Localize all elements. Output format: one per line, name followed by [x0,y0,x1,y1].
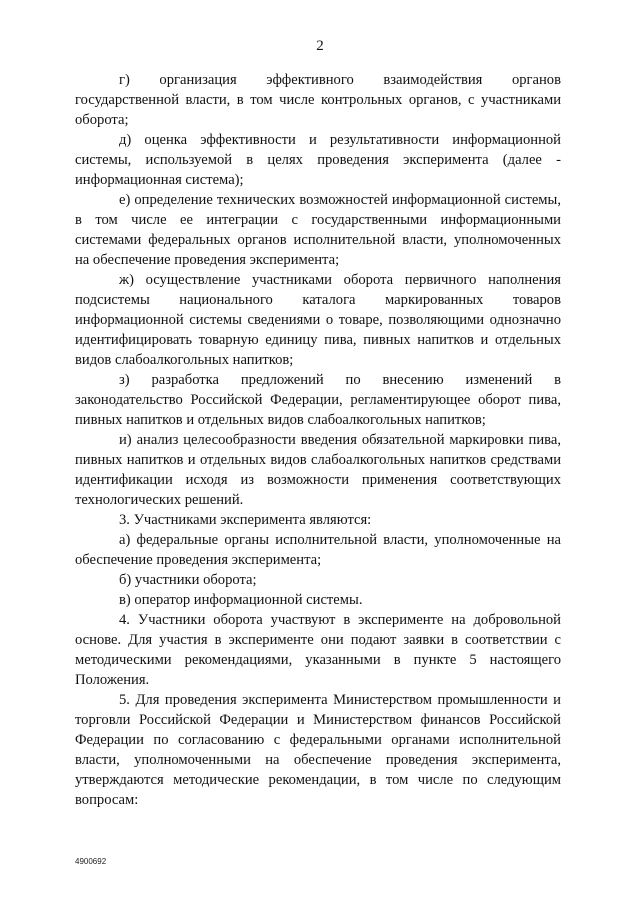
section-4-paragraph: 4. Участники оборота участвуют в эксперименте на добровольной основе. Для участия в эксперименте они подают заявки в соответствии с методическими рекомендациями, указанными в пункте 5 настоящего Положения. [75,612,561,688]
section-3-item-a-paragraph: а) федеральные органы исполнительной власти, уполномоченные на обеспечение проведения эксперимента; [75,532,561,568]
item-e-paragraph: е) определение технических возможностей информационной системы, в том числе ее интеграции с государственными информационными системами федеральных органов исполнительной власти, уполномоченных на обеспечение проведения эксперимента; [75,192,561,268]
page-number: 2 [316,38,324,54]
section-3-item-b-paragraph: б) участники оборота; [119,572,257,588]
item-i-paragraph: и) анализ целесообразности введения обязательной маркировки пива, пивных напитков и отдельных видов слабоалкогольных напитков средствами идентификации исходя из возможности применения соответствующих технологических решений. [75,432,561,508]
item-z-paragraph: з) разработка предложений по внесению изменений в законодательство Российской Федерации, регламентирующее оборот пива, пивных напитков и отдельных видов слабоалкогольных напитков; [75,372,561,428]
section-5-paragraph: 5. Для проведения эксперимента Министерством промышленности и торговли Российской Федерации и Министерством финансов Российской Федерации по согласованию с федеральными органами исполнительной власти, уполномоченными на обеспечение проведения эксперимента, утверждаются методические рекомендации, в том числе по следующим вопросам: [75,692,561,808]
document-code: 4900692 [75,857,107,866]
item-d-paragraph: д) оценка эффективности и результативности информационной системы, используемой в целях проведения эксперимента (далее - информационная система); [75,132,561,188]
section-3-heading-paragraph: 3. Участниками эксперимента являются: [119,512,372,528]
section-3-item-v-paragraph: в) оператор информационной системы. [119,592,363,608]
item-g-paragraph: г) организация эффективного взаимодействия органов государственной власти, в том числе контрольных органов, с участниками оборота; [75,72,561,128]
item-zh-paragraph: ж) осуществление участниками оборота первичного наполнения подсистемы национального каталога маркированных товаров информационной системы сведениями о товаре, позволяющими однозначно идентифицировать товарную единицу пива, пивных напитков и отдельных видов слабоалкогольных напитков; [75,272,561,368]
document-body [75,70,561,810]
